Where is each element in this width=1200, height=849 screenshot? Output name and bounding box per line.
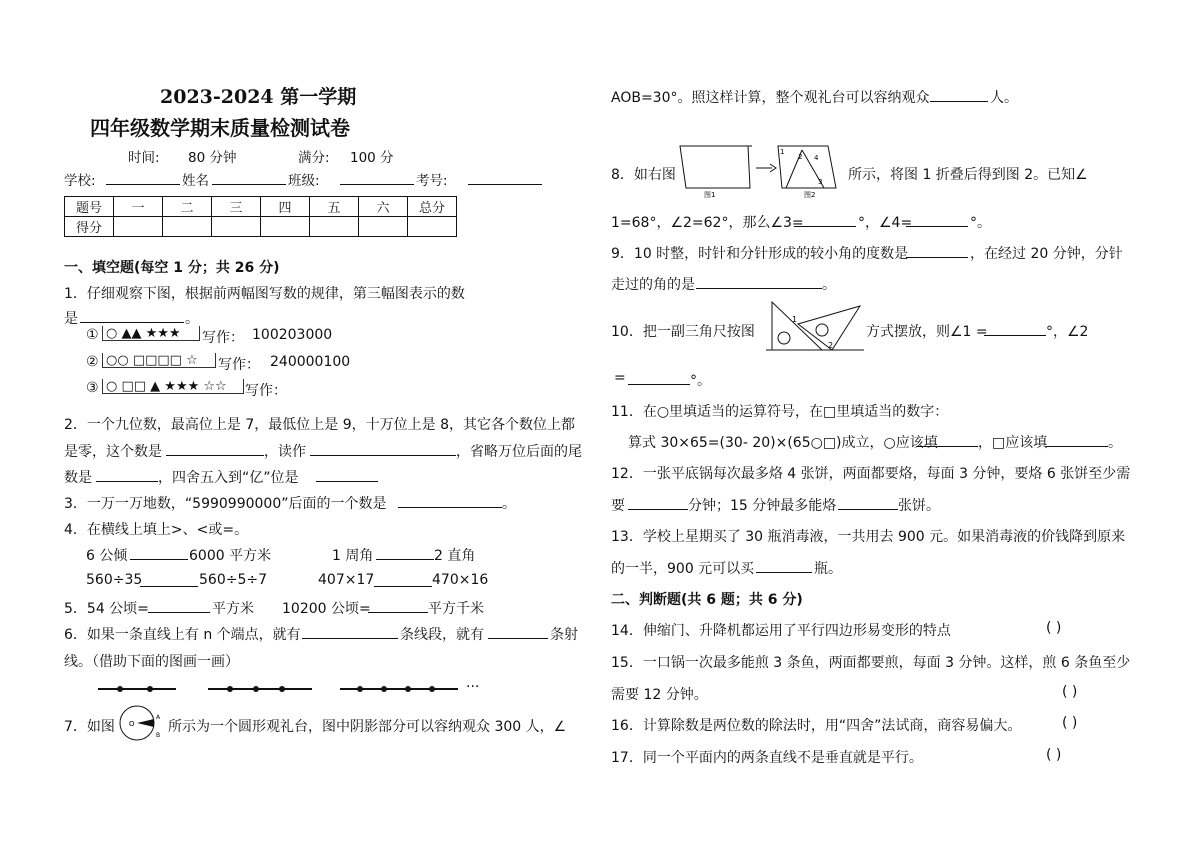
time-label: 时间: <box>128 150 160 166</box>
q10-angle2-blank[interactable] <box>628 370 690 385</box>
line-diagram-4-points <box>208 686 312 692</box>
exam-no-label: 考号: <box>416 173 448 189</box>
score-table-score-row <box>65 217 457 237</box>
q7-blank[interactable] <box>930 87 988 102</box>
q7-circle-figure <box>116 704 166 742</box>
q8-angle3: 3 <box>818 178 823 186</box>
q2-line2a: 是零，这个数是 <box>64 444 162 460</box>
q4-item: 6000 平方米 <box>189 548 272 564</box>
q1-row2-value: 240000100 <box>270 354 351 370</box>
score-label: 满分: <box>298 150 330 166</box>
q12-minutes-blank[interactable] <box>628 495 688 510</box>
q3-period: 。 <box>502 496 516 512</box>
q2-round-blank[interactable] <box>316 467 378 482</box>
name-blank[interactable] <box>212 170 286 185</box>
q8-angle1: 1 <box>780 148 785 156</box>
q6-c: 条射 <box>550 627 578 643</box>
q9-a: 9．10 时整，时针和分针形成的较小角的度数是 <box>611 246 909 262</box>
q8-line2b: °，∠4= <box>858 215 913 231</box>
q9-minute-angle-blank[interactable] <box>696 274 822 289</box>
q9-line2b: 。 <box>822 277 836 293</box>
score-table <box>64 196 457 237</box>
q4-compare-blank[interactable] <box>376 545 434 560</box>
q4-compare-blank[interactable] <box>374 572 432 587</box>
q1-row1-write-label: 写作： <box>202 330 244 346</box>
q8-angle4-blank[interactable] <box>906 212 968 227</box>
score-cell: 三 <box>212 197 261 217</box>
q1-row3-shapes: ○ □□ ▲ ★★★ ☆☆ <box>106 379 227 394</box>
score-cell: 五 <box>310 197 359 217</box>
q12-pancakes-blank[interactable] <box>838 495 898 510</box>
q5-blank1[interactable] <box>148 598 210 613</box>
score-row-label: 得分 <box>65 217 114 237</box>
q2-line3b: ，四舍五入到“亿”位是 <box>158 470 299 486</box>
q4-item: 2 直角 <box>434 548 476 564</box>
q2-approx-blank[interactable] <box>96 467 158 482</box>
q8-a: 8．如右图 <box>611 167 676 183</box>
school-label: 学校: <box>64 173 96 189</box>
score-cell: 总分 <box>408 197 457 217</box>
q5-blank2[interactable] <box>368 598 428 613</box>
q6-ellipsis: ··· <box>466 679 480 695</box>
q9-degree-blank[interactable] <box>906 243 968 258</box>
q5-d: 平方千米 <box>428 601 484 617</box>
q6-segments-blank[interactable] <box>302 624 398 639</box>
q4-compare-blank[interactable] <box>130 545 188 560</box>
q10-line2b: °。 <box>690 373 711 389</box>
exam-no-blank[interactable] <box>468 170 542 185</box>
q4-item: 407×17 <box>318 572 375 588</box>
q2-line2b: ，读作 <box>264 444 306 460</box>
score-input-cell[interactable] <box>359 217 408 237</box>
q4-item: 6 公倾 <box>86 548 128 564</box>
q15-line2: 需要 12 分钟。 <box>611 687 708 703</box>
class-blank[interactable] <box>340 170 414 185</box>
q1-text: 1．仔细观察下图，根据前两幅图写数的规律，第三幅图表示的数 <box>64 286 465 302</box>
q1-row2-shapes: ○○ □□□□ ☆ <box>106 353 198 368</box>
q2-reading-blank[interactable] <box>310 441 456 456</box>
q16-answer-paren[interactable]: ( ) <box>1062 715 1078 731</box>
q8-fig1-label: 图1 <box>704 191 716 199</box>
q10-a: 10．把一副三角尺按图 <box>611 324 755 340</box>
score-cell: 二 <box>163 197 212 217</box>
q9-b: ，在经过 20 分钟，分针 <box>970 246 1123 262</box>
q1-row1-num: ① <box>86 327 99 343</box>
q14-answer-paren[interactable]: ( ) <box>1046 620 1062 636</box>
q2-line2c: ，省略万位后面的尾 <box>456 444 582 460</box>
q6-rays-blank[interactable] <box>488 624 548 639</box>
q12-line2b: 分钟；15 分钟最多能烙 <box>688 498 837 514</box>
q6-a: 6．如果一条直线上有 n 个端点，就有 <box>64 627 301 643</box>
q8-b: 所示，将图 1 折叠后得到图 2。已知∠ <box>848 167 1088 183</box>
q11-c: ，□应该填 <box>978 435 1048 451</box>
class-label: 班级: <box>288 173 320 189</box>
q4-item: 560÷35 <box>86 572 143 588</box>
q5-b: 平方米 <box>212 601 254 617</box>
q7-label-a: A <box>156 714 161 721</box>
q6-line2: 线。（借助下面的图画一画） <box>64 654 239 670</box>
term-title: 2023-2024 第一学期 <box>160 86 357 108</box>
q10-line2a: = <box>614 370 626 386</box>
q10-angle1-blank[interactable] <box>984 321 1046 336</box>
q13-line2a: 的一半，900 元可以买 <box>611 561 755 577</box>
q3-text: 3．一万一万地数，“5990990000”后面的一个数是 <box>64 496 387 512</box>
q8-angle2: 2 <box>798 153 803 161</box>
q7-b: 所示为一个圆形观礼台，图中阴影部分可以容纳观众 300 人，∠ <box>168 719 567 735</box>
score-cell: 题号 <box>65 197 114 217</box>
q10-triangle-figure <box>764 298 868 356</box>
q1-row3-write-label: 写作： <box>245 383 287 399</box>
q13-a: 13．学校上星期买了 30 瓶消毒液，一共用去 900 元。如果消毒液的价钱降到原来 <box>611 529 1126 545</box>
q15-text: 15．一口锅一次最多能煎 3 条鱼，两面都要煎，每面 3 分钟。这样，煎 6 条鱼至少 <box>611 655 1131 671</box>
q13-line2b: 瓶。 <box>814 561 842 577</box>
q17-answer-paren[interactable]: ( ) <box>1046 747 1062 763</box>
q3-blank[interactable] <box>398 493 502 508</box>
q11-d: 。 <box>1108 435 1122 451</box>
q11-b: 算式 30×65=(30- 20)×(65○□)成立，○应该填 <box>628 435 938 451</box>
q5-a: 5．54 公顷= <box>64 601 149 617</box>
q1-row2-num: ② <box>86 354 99 370</box>
score-input-cell[interactable] <box>310 217 359 237</box>
q8-fig2-label: 图2 <box>804 191 816 199</box>
q10-b: 方式摆放，则∠1 = <box>866 324 988 340</box>
q11-digit-blank[interactable] <box>1046 432 1108 447</box>
q1-row3-num: ③ <box>86 380 99 396</box>
line-diagram-3-points <box>98 686 176 692</box>
q8-line2a: 1=68°，∠2=62°，那么∠3= <box>611 215 804 231</box>
q1-is: 是 <box>64 311 78 327</box>
q10-c: °，∠2 <box>1046 324 1089 340</box>
score-input-cell[interactable] <box>212 217 261 237</box>
q8-fold-figure <box>678 142 848 200</box>
q4-title: 4．在横线上填上>、<或=。 <box>64 522 249 538</box>
q4-item: 560÷5÷7 <box>199 572 267 588</box>
q4-compare-blank[interactable] <box>140 572 198 587</box>
q2-line3a: 数是 <box>64 470 92 486</box>
q7-label-o: O <box>129 720 135 728</box>
q5-c: 10200 公顷= <box>282 601 371 617</box>
q16-text: 16．计算除数是两位数的除法时，用“四舍”法试商，商容易偏大。 <box>611 718 1022 734</box>
q1-row2-write-label: 写作： <box>218 357 260 373</box>
score-cell: 四 <box>261 197 310 217</box>
q9-line2a: 走过的角的是 <box>611 277 695 293</box>
score-cell: 六 <box>359 197 408 217</box>
q10-angle1-label: 1 <box>792 315 798 324</box>
score-table-header-row <box>65 197 457 217</box>
q13-bottles-blank[interactable] <box>756 558 812 573</box>
q14-text: 14．伸缩门、升降机都运用了平行四边形易变形的特点 <box>611 623 951 639</box>
school-blank[interactable] <box>106 170 180 185</box>
q7-a: 7．如图 <box>64 719 115 735</box>
q8-line2c: °。 <box>970 215 991 231</box>
score-value: 100 分 <box>350 150 394 166</box>
q4-item: 1 周角 <box>332 548 374 564</box>
line-diagram-5-points <box>340 686 458 692</box>
q11-a: 11．在○里填适当的运算符号，在□里填适当的数字： <box>611 404 949 420</box>
q12-a: 12．一张平底锅每次最多烙 4 张饼，两面都要烙，每面 3 分钟，要烙 6 张饼至少需 <box>611 466 1131 482</box>
q15-answer-paren[interactable]: ( ) <box>1062 684 1078 700</box>
score-input-cell[interactable] <box>163 217 212 237</box>
exam-title: 四年级数学期末质量检测试卷 <box>90 116 350 140</box>
q10-angle2-label: 2 <box>828 341 834 350</box>
q1-row1-shapes: ○ ▲▲ ★★★ <box>106 326 181 341</box>
score-input-cell[interactable] <box>114 217 163 237</box>
q17-text: 17．同一个平面内的两条直线不是垂直就是平行。 <box>611 750 923 766</box>
score-input-cell[interactable] <box>408 217 457 237</box>
time-value: 80 分钟 <box>188 150 237 166</box>
q7-cont-a: AOB=30°。照这样计算，整个观礼台可以容纳观众 <box>611 90 930 106</box>
q4-item: 470×16 <box>432 572 489 588</box>
q7-label-b: B <box>156 732 161 739</box>
name-label: 姓名 <box>182 173 209 189</box>
section2-title: 二、判断题(共 6 题；共 6 分) <box>611 592 803 608</box>
q11-operator-blank[interactable] <box>916 432 978 447</box>
q8-angle3-blank[interactable] <box>794 212 856 227</box>
q6-b: 条线段，就有 <box>400 627 484 643</box>
score-cell: 一 <box>114 197 163 217</box>
score-input-cell[interactable] <box>261 217 310 237</box>
section1-title: 一、填空题(每空 1 分；共 26 分) <box>64 260 280 276</box>
q8-angle4: 4 <box>814 154 819 162</box>
q2-number-blank[interactable] <box>166 441 264 456</box>
q12-line2a: 要 <box>611 498 625 514</box>
q12-line2c: 张饼。 <box>898 498 940 514</box>
q2-line1: 2．一个九位数，最高位上是 7，最低位上是 9，十万位上是 8，其它各个数位上都 <box>64 417 575 433</box>
q1-blank[interactable] <box>80 308 184 323</box>
q7-cont-b: 人。 <box>990 90 1018 106</box>
q6-line-diagrams <box>96 680 496 698</box>
q1-period: 。 <box>185 311 199 327</box>
q1-row1-value: 100203000 <box>252 327 333 343</box>
